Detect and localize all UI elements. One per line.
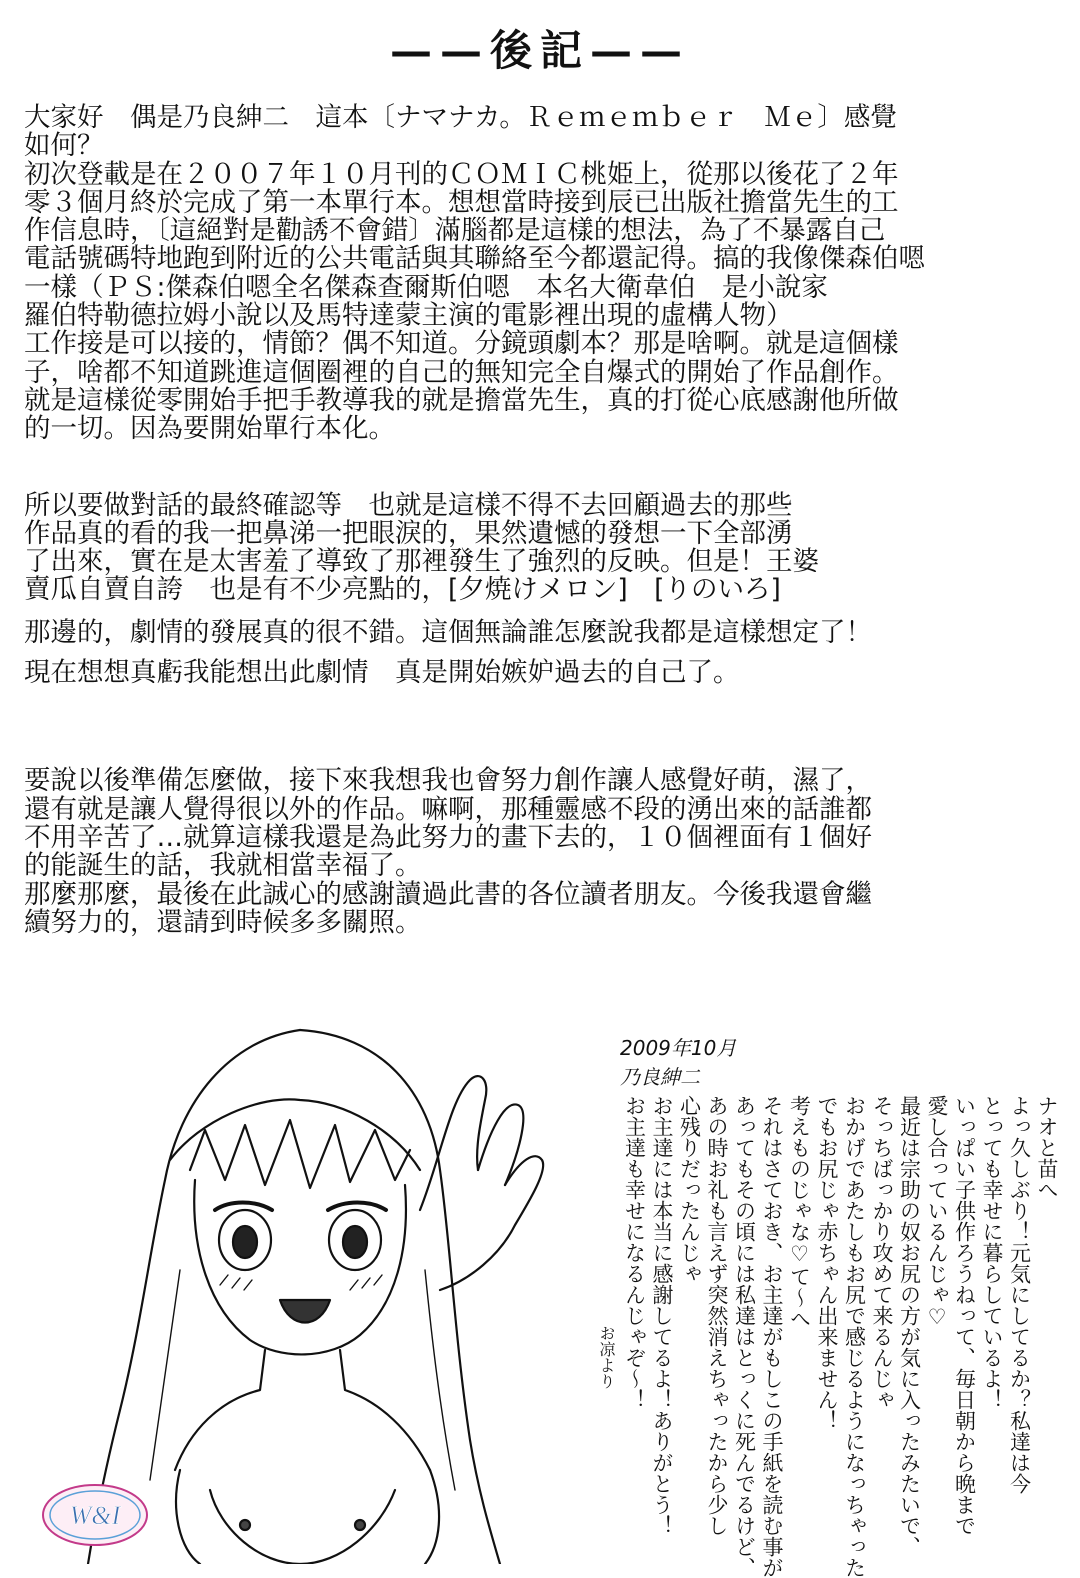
body-line: 那麼那麼，最後在此誠心的感謝讀過此書的各位讀者朋友。今後我還會繼	[24, 878, 872, 910]
letter-line: ナオと苗へ	[1035, 1095, 1059, 1200]
body-line: 一樣（ＰＳ:傑森伯嗯全名傑森查爾斯伯嗯 本名大衛韋伯 是小說家	[24, 271, 828, 303]
body-line: 作品真的看的我一把鼻涕一把眼淚的，果然遺憾的發想一下全部湧	[24, 517, 793, 549]
body-line: 續努力的，還請到時候多多關照。	[24, 906, 422, 938]
letter-line: お主達も幸せになるんじゃぞ〜！	[622, 1095, 647, 1410]
body-line: 還有就是讓人覺得很以外的作品。嘛啊，那種靈感不段的湧出來的話誰都	[24, 793, 872, 825]
signature-author: 乃良紳二	[620, 1065, 700, 1089]
letter-line: おかげであたしもお尻で感じるようになっちゃった	[842, 1095, 867, 1578]
letter-sign: お凉より	[597, 1325, 616, 1389]
letter-line: そっちばっかり攻めて来るんじゃ	[870, 1095, 894, 1410]
letter-line: とっても幸せに暮らしているよ！	[980, 1095, 1004, 1410]
afterword-body	[24, 104, 1044, 937]
letter-line: お主達には本当に感謝してるよ！ありがとう！	[650, 1095, 674, 1536]
letter-line: でもお尻じゃ赤ちゃん出来ません！	[815, 1095, 839, 1431]
letter-line: 最近は宗助の奴お尻の方が気に入ったみたいで、	[897, 1095, 922, 1557]
page-title: ——後記——	[389, 26, 690, 75]
body-line: 就是這樣從零開始手把手教導我的就是擔當先生，真的打從心底感謝他所做	[24, 384, 899, 416]
body-line: 工作接是可以接的，情節？偶不知道。分鏡頭劇本？那是啥啊。就是這個樣	[24, 328, 899, 360]
body-line: 作信息時，〔這絕對是勸誘不會錯〕滿腦都是這樣的想法，為了不暴露自己	[24, 215, 886, 247]
body-line: 所以要做對話的最終確認等 也就是這樣不得不去回顧過去的那些	[24, 489, 793, 521]
body-line: 要說以後準備怎麼做，接下來我想我也會努力創作讓人感覺好萌，濕了，	[24, 765, 872, 797]
body-line: 子，啥都不知道跳進這個圈裡的自己的無知完全自爆式的開始了作品創作。	[24, 356, 899, 388]
body-line: 賣瓜自賣自誇 也是有不少亮點的，[夕焼けメロン] [りのいろ]	[24, 574, 781, 606]
letter-line: 愛し合っているんじゃ♡	[925, 1095, 949, 1329]
letter-line: 考えものじゃな♡て〜へ	[787, 1095, 812, 1329]
signature	[620, 1032, 920, 1090]
body-line: 零３個月終於完成了第一本單行本。想想當時接到辰已出版社擔當先生的工	[24, 186, 899, 218]
body-line: 羅伯特勒德拉姆小說以及馬特達蒙主演的電影裡出現的虛構人物）	[24, 300, 793, 332]
letter-line: よっ久しぶり！元気にしてるか？私達は今	[1007, 1095, 1032, 1494]
letter-line: 心残りだったんじゃ	[677, 1095, 702, 1284]
body-line: 的能誕生的話，我就相當幸福了。	[24, 850, 422, 882]
body-line: 現在想想真虧我能想出此劇情 真是開始嫉妒過去的自己了。	[24, 657, 740, 689]
letter-line: あの時お礼も言えず突然消えちゃったから少し	[705, 1095, 729, 1536]
body-line: 那邊的，劇情的發展真的很不錯。這個無論誰怎麼說我都是這樣想定了！	[24, 616, 872, 648]
letter-line: それはさておき、お主達がもしこの手紙を読む事が	[760, 1095, 784, 1578]
body-line: 電話號碼特地跑到附近的公共電話與其聯絡至今都還記得。搞的我像傑森伯嗯	[24, 243, 925, 275]
body-line: 的一切。因為要開始單行本化。	[24, 413, 395, 445]
letter-line: いっぱい子供作ろうねって、毎日朝から晩まで	[952, 1095, 977, 1536]
scanlation-logo	[40, 1482, 150, 1548]
body-line: 大家好 偶是乃良紳二 這本〔ナマナカ。Ｒｅｍｅｍｂｅｒ Ｍｅ〕感覺	[24, 102, 897, 133]
logo-text: W&I	[69, 1501, 121, 1530]
body-line: 不用辛苦了…就算這樣我還是為此努力的畫下去的，１０個裡面有１個好	[24, 821, 872, 853]
body-line: 初次登載是在２００７年１０月刊的ＣＯＭＩＣ桃姫上，從那以後花了２年	[24, 158, 899, 190]
body-line: 了出來，實在是太害羞了導致了那裡發生了強烈的反映。但是！王婆	[24, 546, 819, 578]
body-line: 如何？	[24, 130, 104, 162]
handwritten-letter	[500, 1095, 1060, 1578]
signature-date: 2009年10月	[620, 1036, 737, 1060]
letter-line: あってもその頃には私達はとっくに死んでるけど、	[732, 1095, 757, 1578]
